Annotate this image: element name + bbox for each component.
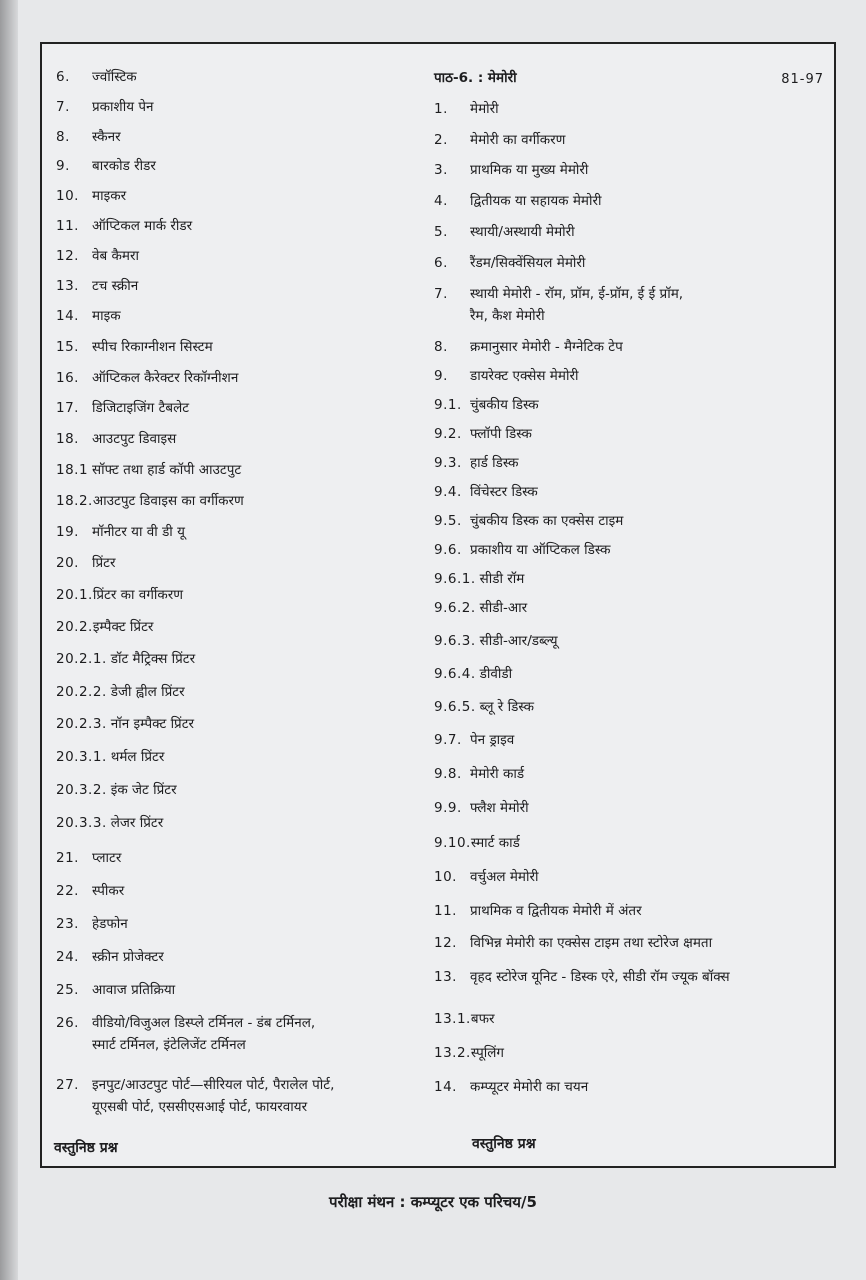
entry-text bbox=[480, 663, 512, 685]
entry-number: 12. bbox=[56, 248, 79, 264]
entry-number: 8. bbox=[56, 129, 70, 145]
entry-number: 9.5. bbox=[434, 513, 462, 529]
toc-entry bbox=[434, 481, 538, 503]
entry-text-line: मॉनीटर या वी डी यू bbox=[92, 524, 185, 540]
entry-number: 9.6.1. bbox=[434, 571, 476, 587]
entry-text-line: स्मार्ट कार्ड bbox=[470, 835, 520, 851]
entry-text bbox=[93, 490, 244, 512]
entry-number: 15. bbox=[56, 339, 79, 355]
entry-text-line: हार्ड डिस्क bbox=[470, 455, 519, 471]
entry-text-line: यूएसबी पोर्ट, एससीएसआई पोर्ट, फायरवायर bbox=[92, 1099, 308, 1115]
toc-entry bbox=[434, 510, 623, 532]
entry-number: 8. bbox=[434, 339, 448, 355]
entry-text bbox=[470, 729, 514, 751]
entry-text-line: आउटपुट डिवाइस bbox=[92, 431, 177, 447]
toc-entry bbox=[434, 423, 532, 445]
entry-text-line: स्क्रीन प्रोजेक्टर bbox=[92, 949, 164, 965]
entry-text bbox=[470, 190, 602, 212]
entry-text bbox=[470, 966, 730, 988]
entry-number: 18.1 bbox=[56, 462, 89, 478]
entry-text-line: वर्चुअल मेमोरी bbox=[470, 869, 539, 885]
entry-text bbox=[92, 305, 121, 327]
entry-number: 7. bbox=[434, 286, 448, 302]
entry-number: 9.6.4. bbox=[434, 666, 476, 682]
entry-text bbox=[480, 630, 558, 652]
entry-number: 10. bbox=[434, 869, 457, 885]
entry-text bbox=[470, 423, 532, 445]
toc-entry bbox=[434, 452, 519, 474]
contents-frame bbox=[40, 42, 836, 1168]
toc-entry bbox=[56, 584, 183, 606]
entry-text bbox=[92, 521, 185, 543]
entry-text bbox=[470, 866, 539, 888]
toc-entry bbox=[434, 98, 499, 120]
toc-entry bbox=[434, 221, 575, 243]
entry-number: 22. bbox=[56, 883, 79, 899]
entry-text-line: आवाज प्रतिक्रिया bbox=[92, 982, 176, 998]
entry-text bbox=[470, 336, 623, 358]
entry-text bbox=[470, 932, 712, 954]
entry-number: 4. bbox=[434, 193, 448, 209]
entry-text-line: फ्लॉपी डिस्क bbox=[470, 426, 532, 442]
entry-text bbox=[92, 66, 137, 88]
entry-number: 9. bbox=[434, 368, 448, 384]
entry-text-line: प्लाटर bbox=[92, 850, 122, 866]
entry-number: 20.1. bbox=[56, 587, 93, 603]
toc-entry bbox=[434, 539, 610, 561]
entry-text bbox=[470, 510, 623, 532]
entry-text-line: क्रमानुसार मेमोरी - मैग्नेटिक टेप bbox=[470, 339, 623, 355]
entry-number: 17. bbox=[56, 400, 79, 416]
entry-text bbox=[470, 159, 588, 181]
entry-text bbox=[470, 221, 575, 243]
entry-text bbox=[93, 584, 183, 606]
toc-entry bbox=[56, 66, 137, 88]
entry-text-line: विभिन्न मेमोरी का एक्सेस टाइम तथा स्टोरेज क्षमता bbox=[470, 935, 713, 951]
entry-number: 20.3.2. bbox=[56, 782, 107, 798]
entry-text bbox=[470, 539, 610, 561]
entry-text bbox=[470, 252, 585, 274]
entry-text-line: हेडफोन bbox=[92, 916, 128, 932]
entry-text-line: लेजर प्रिंटर bbox=[110, 815, 164, 831]
entry-text-line: बारकोड रीडर bbox=[92, 158, 156, 174]
entry-text bbox=[111, 746, 165, 768]
entry-text bbox=[92, 126, 121, 148]
entry-number: 20.3.3. bbox=[56, 815, 107, 831]
entry-text-line: टच स्क्रीन bbox=[92, 278, 139, 294]
entry-text bbox=[111, 648, 195, 670]
entry-text-line: स्पीकर bbox=[92, 883, 125, 899]
entry-text bbox=[92, 913, 128, 935]
entry-number: 13. bbox=[434, 969, 457, 985]
entry-text bbox=[92, 459, 241, 481]
toc-entry bbox=[434, 1008, 495, 1030]
toc-entry bbox=[434, 597, 527, 619]
entry-text bbox=[470, 900, 642, 922]
toc-entry bbox=[56, 367, 238, 389]
entry-number: 9.7. bbox=[434, 732, 462, 748]
entry-number: 9.2. bbox=[434, 426, 462, 442]
entry-text bbox=[92, 155, 156, 177]
entry-text bbox=[92, 847, 121, 869]
toc-entry bbox=[56, 459, 241, 481]
entry-number: 26. bbox=[56, 1015, 79, 1031]
entry-number: 20.2.2. bbox=[56, 684, 107, 700]
entry-text-line: सीडी-आर/डब्ल्यू bbox=[479, 633, 558, 649]
entry-number: 20.2. bbox=[56, 619, 93, 635]
entry-text bbox=[111, 713, 194, 735]
entry-number: 21. bbox=[56, 850, 79, 866]
toc-entry bbox=[434, 365, 578, 387]
toc-entry bbox=[56, 126, 121, 148]
entry-text-line: रैम, कैश मेमोरी bbox=[470, 308, 545, 324]
entry-text-line: प्रकाशीय या ऑप्टिकल डिस्क bbox=[470, 542, 611, 558]
toc-entry bbox=[56, 681, 185, 703]
entry-text-line: पेन ड्राइव bbox=[470, 732, 515, 748]
entry-text bbox=[92, 1012, 315, 1056]
entry-text-line: डायरेक्ट एक्सेस मेमोरी bbox=[470, 368, 579, 384]
entry-text-line: स्थायी/अस्थायी मेमोरी bbox=[470, 224, 575, 240]
toc-entry bbox=[56, 847, 121, 869]
entry-text-line: इंक जेट प्रिंटर bbox=[110, 782, 177, 798]
entry-number: 9.9. bbox=[434, 800, 462, 816]
chapter-pages: 81-97 bbox=[781, 72, 824, 87]
entry-text bbox=[470, 452, 519, 474]
entry-number: 20.2.1. bbox=[56, 651, 107, 667]
page-edge bbox=[0, 0, 18, 1280]
toc-entry bbox=[434, 932, 712, 954]
entry-number: 9.6.3. bbox=[434, 633, 476, 649]
entry-text-line: मेमोरी का वर्गीकरण bbox=[470, 132, 566, 148]
toc-entry bbox=[434, 797, 529, 819]
entry-text bbox=[92, 275, 138, 297]
left-section-heading: वस्तुनिष्ठ प्रश्न bbox=[54, 1140, 118, 1156]
toc-entry bbox=[434, 900, 642, 922]
entry-text-line: सीडी-आर bbox=[479, 600, 528, 616]
entry-number: 18.2. bbox=[56, 493, 93, 509]
toc-entry bbox=[434, 832, 520, 854]
entry-number: 18. bbox=[56, 431, 79, 447]
entry-number: 1. bbox=[434, 101, 448, 117]
toc-entry bbox=[434, 729, 514, 751]
entry-number: 9.6.5. bbox=[434, 699, 476, 715]
toc-entry bbox=[56, 713, 194, 735]
entry-number: 6. bbox=[434, 255, 448, 271]
entry-text bbox=[480, 696, 534, 718]
page-footer: परीक्षा मंथन : कम्प्यूटर एक परिचय/5 bbox=[329, 1193, 537, 1211]
entry-text-line: ब्लू रे डिस्क bbox=[479, 699, 534, 715]
entry-text-line: थर्मल प्रिंटर bbox=[110, 749, 165, 765]
entry-number: 20.2.3. bbox=[56, 716, 107, 732]
toc-entry bbox=[434, 336, 623, 358]
entry-number: 9.3. bbox=[434, 455, 462, 471]
toc-entry bbox=[434, 283, 683, 327]
entry-text bbox=[470, 481, 538, 503]
right-section-heading: वस्तुनिष्ठ प्रश्न bbox=[472, 1136, 536, 1152]
toc-entry bbox=[56, 1012, 315, 1056]
entry-text-line: वेब कैमरा bbox=[92, 248, 139, 264]
entry-number: 9.4. bbox=[434, 484, 462, 500]
toc-entry bbox=[434, 129, 565, 151]
entry-text bbox=[92, 245, 139, 267]
toc-entry bbox=[56, 155, 156, 177]
entry-text bbox=[92, 1074, 334, 1118]
entry-text bbox=[92, 96, 154, 118]
toc-entry bbox=[56, 521, 185, 543]
entry-number: 9.6.2. bbox=[434, 600, 476, 616]
entry-text bbox=[470, 283, 683, 327]
toc-entry bbox=[434, 663, 512, 685]
entry-text bbox=[92, 367, 238, 389]
toc-entry bbox=[56, 552, 116, 574]
toc-entry bbox=[434, 696, 534, 718]
entry-text-line: स्पीच रिकाग्नीशन सिस्टम bbox=[92, 339, 213, 355]
entry-text-line: माइकर bbox=[92, 188, 127, 204]
entry-text-line: वीडियो/विजुअल डिस्प्ले टर्मिनल - डंब टर्मिनल, bbox=[92, 1015, 316, 1031]
toc-entry bbox=[56, 215, 192, 237]
toc-entry bbox=[56, 779, 177, 801]
toc-entry bbox=[56, 245, 139, 267]
entry-text-line: स्कैनर bbox=[92, 129, 121, 145]
toc-entry bbox=[56, 946, 164, 968]
toc-entry bbox=[56, 913, 128, 935]
entry-text bbox=[92, 428, 176, 450]
toc-entry bbox=[56, 96, 154, 118]
toc-entry bbox=[56, 746, 164, 768]
entry-text-line: डिजिटाइजिंग टैबलेट bbox=[92, 400, 190, 416]
entry-text-line: मेमोरी कार्ड bbox=[470, 766, 525, 782]
entry-text-line: चुंबकीय डिस्क का एक्सेस टाइम bbox=[470, 513, 624, 529]
entry-number: 2. bbox=[434, 132, 448, 148]
entry-number: 12. bbox=[434, 935, 457, 951]
entry-text bbox=[470, 98, 499, 120]
toc-entry bbox=[434, 1076, 588, 1098]
entry-text-line: इम्पैक्ट प्रिंटर bbox=[92, 619, 154, 635]
toc-entry bbox=[56, 490, 244, 512]
toc-entry bbox=[56, 397, 189, 419]
toc-entry bbox=[56, 428, 176, 450]
entry-text-line: फ्लैश मेमोरी bbox=[470, 800, 529, 816]
entry-text bbox=[480, 597, 528, 619]
entry-text-line: कम्प्यूटर मेमोरी का चयन bbox=[470, 1079, 589, 1095]
entry-text bbox=[92, 880, 124, 902]
toc-entry bbox=[56, 812, 163, 834]
entry-number: 9.10. bbox=[434, 835, 471, 851]
entry-text-line: विंचेस्टर डिस्क bbox=[470, 484, 538, 500]
toc-entry bbox=[56, 648, 195, 670]
toc-entry bbox=[434, 190, 602, 212]
entry-text bbox=[471, 1042, 504, 1064]
entry-number: 27. bbox=[56, 1077, 79, 1093]
entry-text-line: सॉफ्ट तथा हार्ड कॉपी आउटपुट bbox=[92, 462, 242, 478]
toc-entry bbox=[56, 305, 121, 327]
entry-text-line: डेजी ह्वील प्रिंटर bbox=[110, 684, 185, 700]
entry-number: 10. bbox=[56, 188, 79, 204]
entry-text-line: चुंबकीय डिस्क bbox=[470, 397, 539, 413]
entry-text-line: डीवीडी bbox=[479, 666, 513, 682]
entry-text bbox=[92, 946, 164, 968]
entry-number: 9.6. bbox=[434, 542, 462, 558]
toc-entry bbox=[434, 159, 588, 181]
entry-text-line: ऑप्टिकल मार्क रीडर bbox=[92, 218, 193, 234]
entry-number: 14. bbox=[434, 1079, 457, 1095]
entry-text-line: प्राथमिक व द्वितीयक मेमोरी में अंतर bbox=[470, 903, 642, 919]
entry-number: 6. bbox=[56, 69, 70, 85]
entry-number: 7. bbox=[56, 99, 70, 115]
entry-text bbox=[111, 812, 164, 834]
toc-entry bbox=[56, 880, 124, 902]
entry-text-line: प्राथमिक या मुख्य मेमोरी bbox=[470, 162, 589, 178]
entry-text bbox=[92, 397, 189, 419]
entry-text bbox=[92, 215, 192, 237]
entry-text-line: डॉट मैट्रिक्स प्रिंटर bbox=[110, 651, 196, 667]
toc-entry bbox=[434, 966, 730, 988]
entry-number: 3. bbox=[434, 162, 448, 178]
entry-text-line: ज्वॉस्टिक bbox=[92, 69, 137, 85]
entry-text-line: स्थायी मेमोरी - रॉम, प्रॉम, ई-प्रॉम, ई ई प्रॉम, bbox=[470, 286, 684, 302]
entry-text bbox=[92, 185, 126, 207]
entry-text-line: इनपुट/आउटपुट पोर्ट—सीरियल पोर्ट, पैरालेल पोर्ट, bbox=[92, 1077, 335, 1093]
entry-text-line: स्पूलिंग bbox=[470, 1045, 505, 1061]
entry-text bbox=[480, 568, 525, 590]
entry-text bbox=[470, 763, 524, 785]
entry-text-line: वृहद स्टोरेज यूनिट - डिस्क एरे, सीडी रॉम ज्यूक बॉक्स bbox=[470, 969, 730, 985]
toc-entry bbox=[434, 866, 539, 888]
entry-number: 13.1. bbox=[434, 1011, 471, 1027]
toc-entry bbox=[56, 616, 153, 638]
entry-number: 16. bbox=[56, 370, 79, 386]
entry-text bbox=[470, 365, 578, 387]
entry-text bbox=[470, 797, 529, 819]
toc-entry bbox=[434, 1042, 504, 1064]
entry-text-line: नॉन इम्पैक्ट प्रिंटर bbox=[110, 716, 195, 732]
entry-number: 11. bbox=[434, 903, 457, 919]
entry-number: 25. bbox=[56, 982, 79, 998]
entry-number: 24. bbox=[56, 949, 79, 965]
entry-text-line: माइक bbox=[92, 308, 121, 324]
chapter-title: पाठ-6. : मेमोरी bbox=[434, 70, 517, 86]
entry-text bbox=[470, 129, 565, 151]
entry-text-line: ऑप्टिकल कैरेक्टर रिकॉग्नीशन bbox=[92, 370, 239, 386]
toc-entry bbox=[434, 394, 539, 416]
entry-text-line: सीडी रॉम bbox=[479, 571, 525, 587]
entry-text bbox=[470, 1076, 588, 1098]
entry-text-line: प्रिंटर bbox=[92, 555, 116, 571]
toc-entry bbox=[434, 252, 585, 274]
entry-number: 9. bbox=[56, 158, 70, 174]
entry-text-line: प्रिंटर का वर्गीकरण bbox=[92, 587, 184, 603]
entry-text-line: मेमोरी bbox=[470, 101, 499, 117]
entry-number: 13.2. bbox=[434, 1045, 471, 1061]
toc-entry bbox=[56, 336, 213, 358]
entry-text-line: रैंडम/सिक्वेंसियल मेमोरी bbox=[470, 255, 586, 271]
toc-entry bbox=[434, 630, 558, 652]
entry-text-line: स्मार्ट टर्मिनल, इंटेलिजेंट टर्मिनल bbox=[92, 1037, 246, 1053]
toc-entry bbox=[56, 979, 175, 1001]
entry-text bbox=[92, 552, 116, 574]
entry-text-line: द्वितीयक या सहायक मेमोरी bbox=[470, 193, 602, 209]
entry-number: 9.8. bbox=[434, 766, 462, 782]
entry-text bbox=[92, 979, 175, 1001]
entry-text bbox=[92, 336, 213, 358]
toc-entry bbox=[56, 275, 138, 297]
entry-text bbox=[471, 832, 520, 854]
entry-number: 11. bbox=[56, 218, 79, 234]
toc-entry bbox=[56, 185, 126, 207]
entry-number: 20.3.1. bbox=[56, 749, 107, 765]
entry-text-line: आउटपुट डिवाइस का वर्गीकरण bbox=[92, 493, 244, 509]
entry-text bbox=[111, 779, 177, 801]
entry-number: 23. bbox=[56, 916, 79, 932]
toc-entry bbox=[434, 568, 524, 590]
entry-text-line: बफर bbox=[470, 1011, 495, 1027]
entry-number: 13. bbox=[56, 278, 79, 294]
entry-number: 5. bbox=[434, 224, 448, 240]
entry-text bbox=[93, 616, 154, 638]
entry-text bbox=[471, 1008, 495, 1030]
entry-number: 14. bbox=[56, 308, 79, 324]
entry-number: 9.1. bbox=[434, 397, 462, 413]
entry-text bbox=[111, 681, 185, 703]
toc-entry bbox=[434, 763, 524, 785]
toc-entry bbox=[56, 1074, 334, 1118]
entry-number: 20. bbox=[56, 555, 79, 571]
entry-text-line: प्रकाशीय पेन bbox=[92, 99, 154, 115]
entry-text bbox=[470, 394, 539, 416]
entry-number: 19. bbox=[56, 524, 79, 540]
